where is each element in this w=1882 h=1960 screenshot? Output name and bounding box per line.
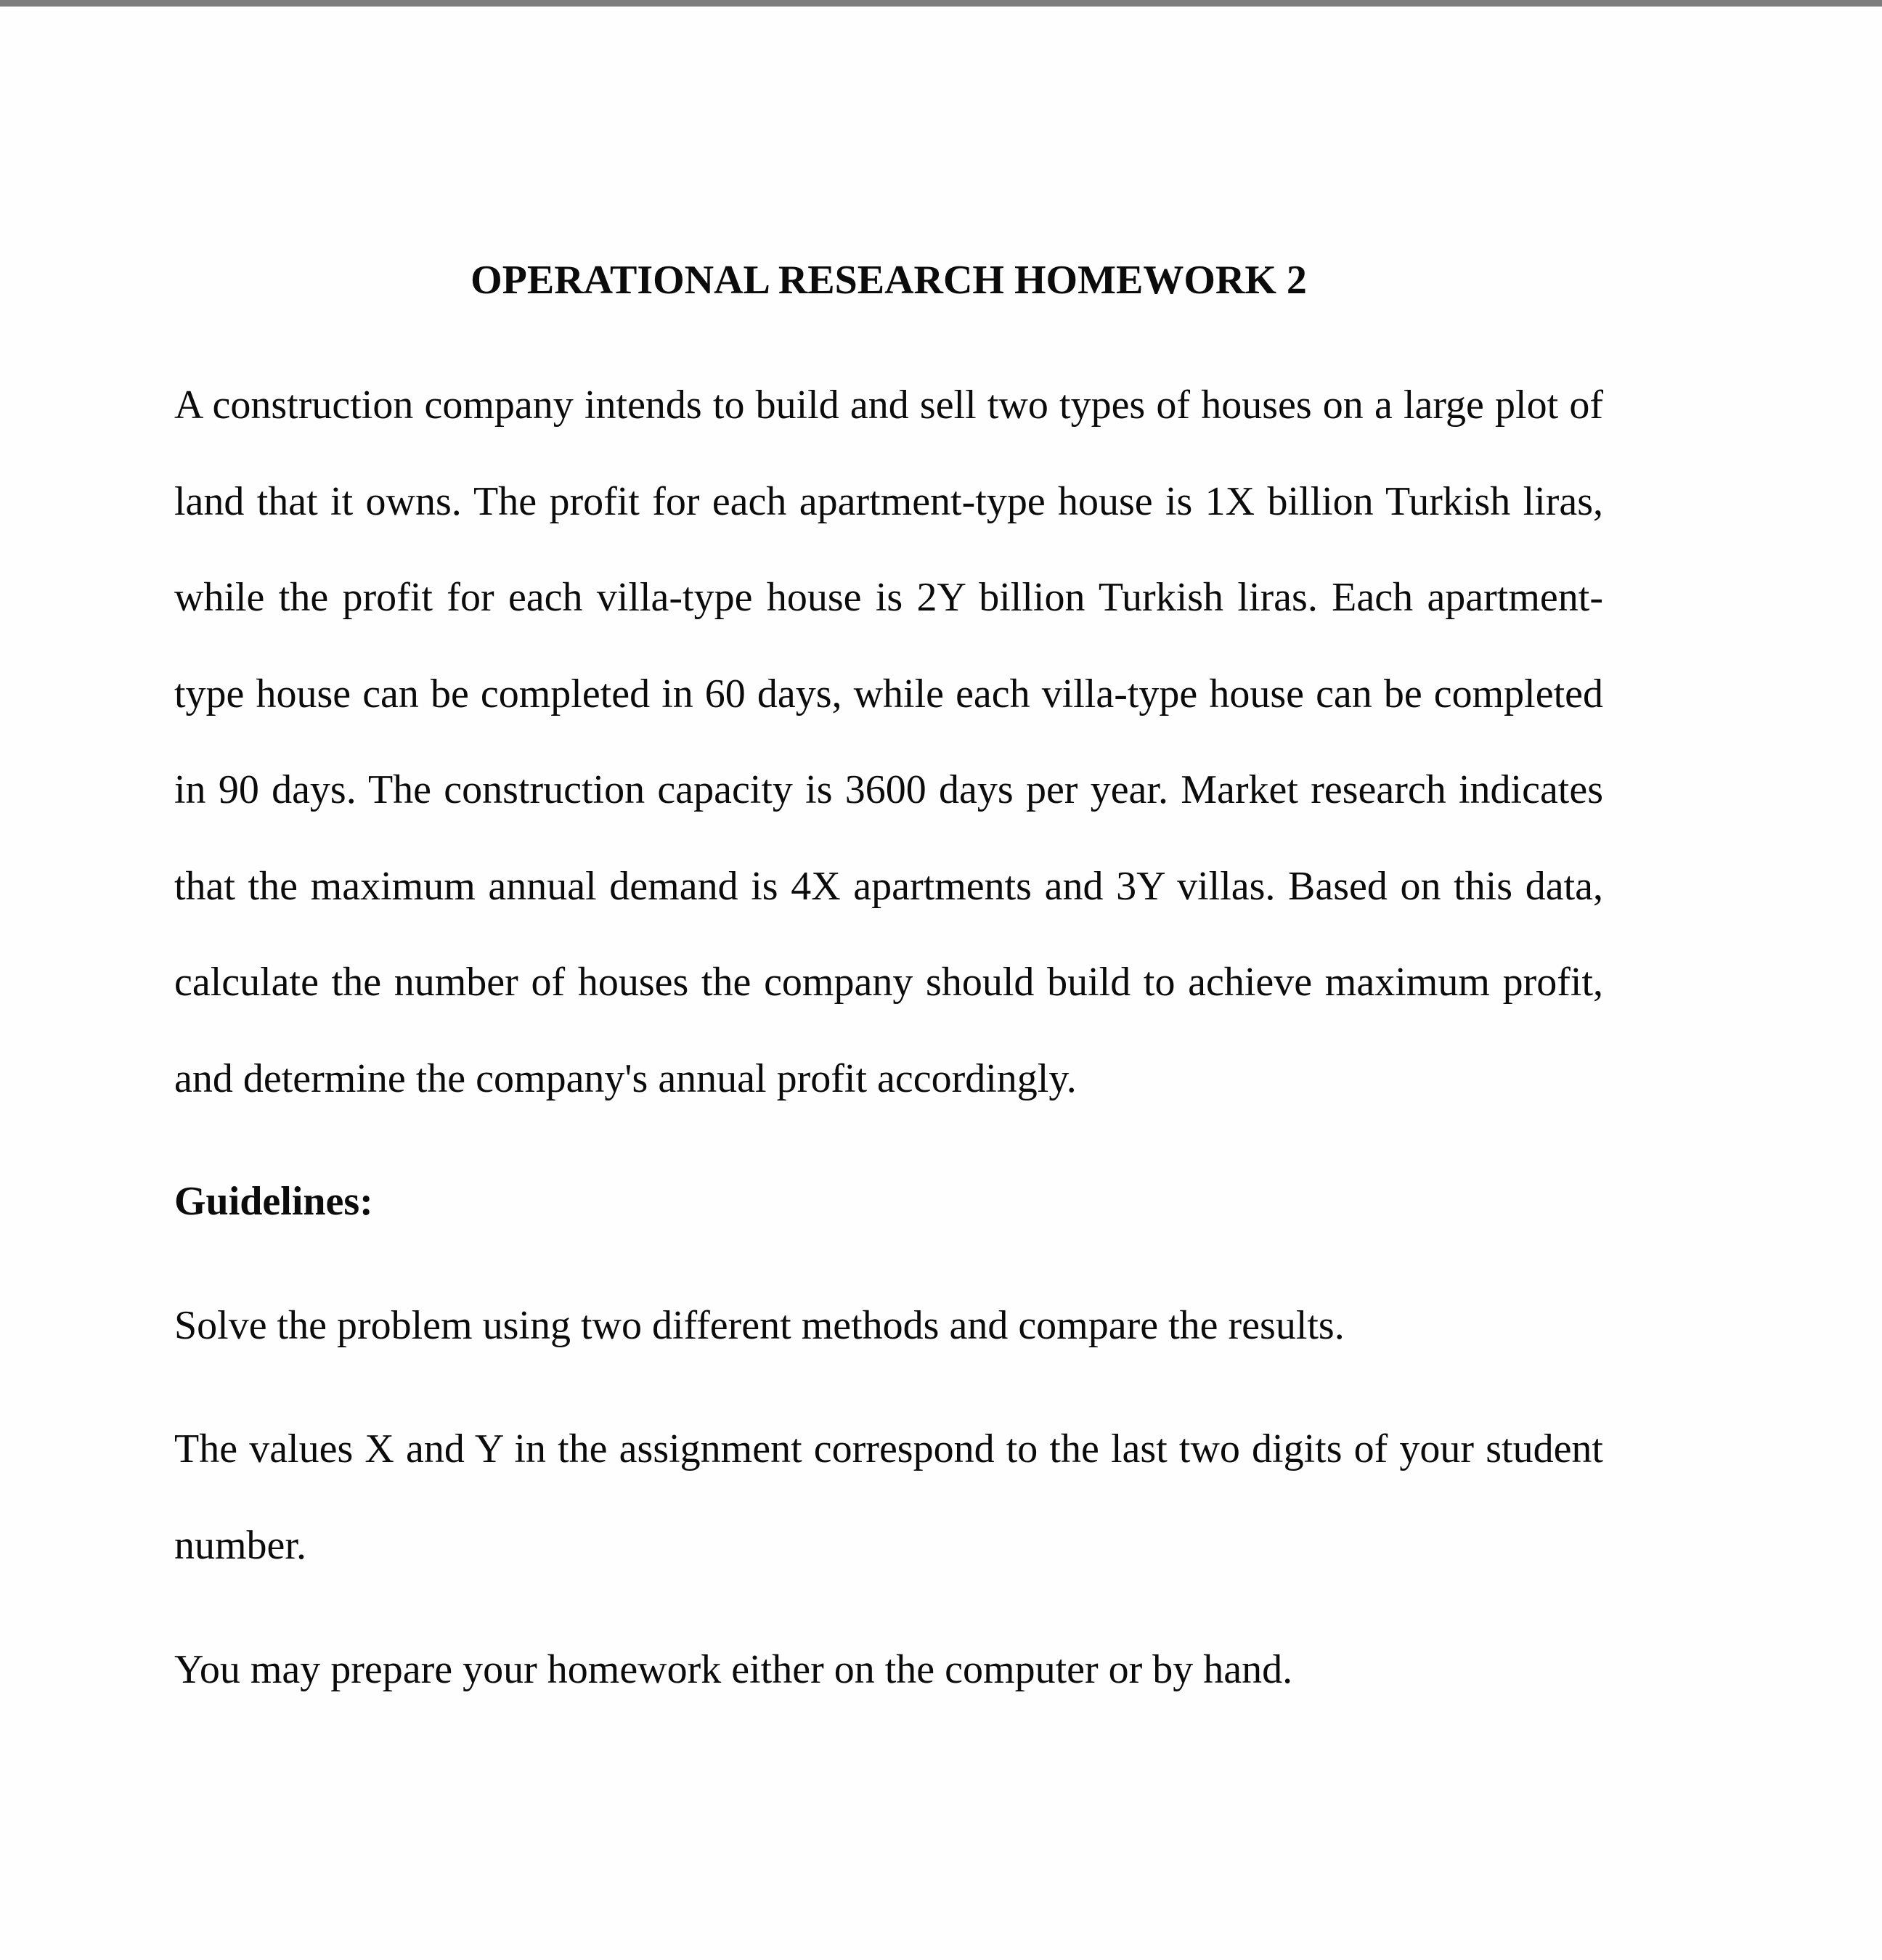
guideline-item: You may prepare your homework either on the computer or by hand. (174, 1647, 1293, 1692)
guideline-item: Solve the problem using two different methods and compare the results. (174, 1303, 1345, 1348)
guideline-item: The values X and Y in the assignment correspond to the last two digits of your student number. (174, 1426, 1603, 1568)
problem-paragraph: A construction company intends to build and sell two types of houses on a large plot of land that it owns. The profit for each apartment-type house is 1X billion Turkish liras, while the profit for each villa-type house is 2Y billion Turkish liras. Each apartment-type house can be completed in 60 days, while each villa-type house can be completed in 90 days. The construction capacity is 3600 days per year. Market research indicates that the maximum annual demand is 4X apartments and 3Y villas. Based on this data, calculate the number of houses the company should build to achieve maximum profit, and determine the company's annual profit accordingly. (174, 383, 1603, 1101)
guidelines-heading: Guidelines: (174, 1179, 373, 1224)
document-title: OPERATIONAL RESEARCH HOMEWORK 2 (470, 258, 1307, 303)
